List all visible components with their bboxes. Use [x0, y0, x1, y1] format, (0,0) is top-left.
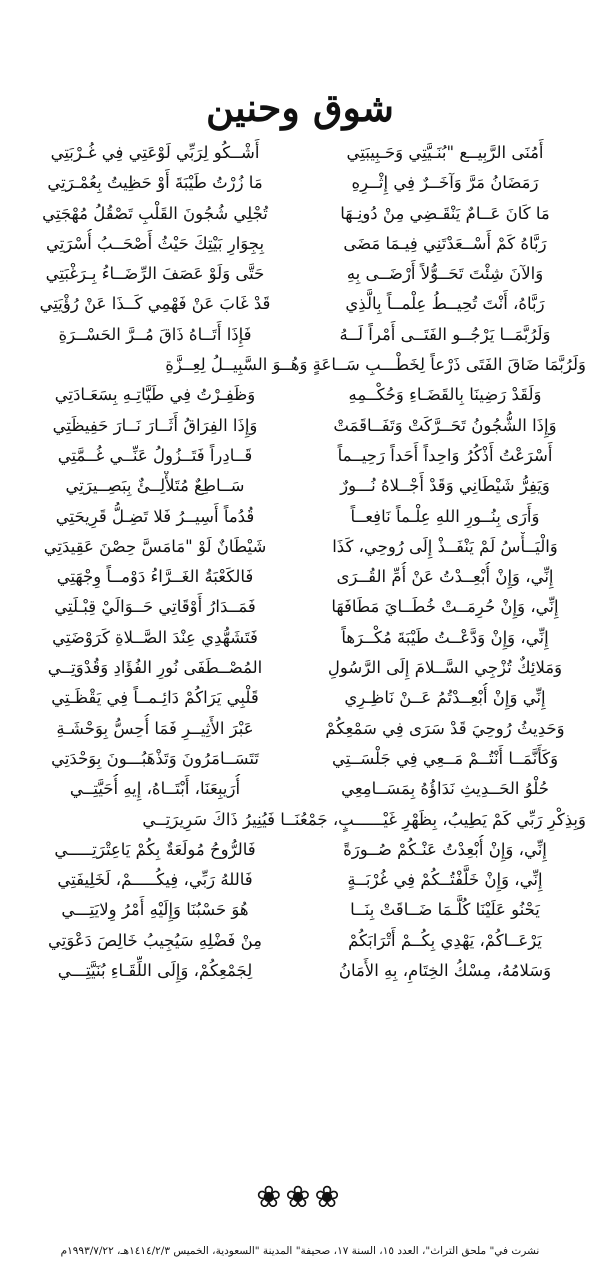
verse-full-line: وَلَرُبَّمَا ضَاقَ الفَتَى ذَرْعاً لِخَطْـــبِ سَــاعَةٍ وَهُــوَ السَّبِيــلُ لِعِــزَّةِ — [165, 355, 586, 375]
verse-second-hemistich: تَتَسَــامَرُونَ وَتَذْهَبُـــونَ بِوَحْدَتِي — [51, 748, 259, 768]
verse-first-hemistich: وَلَقَدْ رَضِينَا بِالقَضَـاءِ وَحُكْــمِهِ — [348, 385, 542, 405]
verse-line — [14, 956, 586, 986]
verse-line — [14, 138, 586, 168]
verse-second-hemistich: فَإِذَا أَتَــاهُ ذَاقَ مُــرَّ الحَسْــرَةِ — [58, 324, 252, 344]
verse-second-hemistich: حَتَّى وَلَوْ عَصَفَ الرِّضَــاءُ بِـرَغْبَتِي — [45, 264, 265, 284]
verse-line — [14, 229, 586, 259]
verse-line — [14, 865, 586, 895]
verse-first-hemistich: وَمَلائِكٌ تُزْجِي السَّــلامَ إِلَى الرَّسُولِ — [327, 658, 563, 678]
verse-second-hemistich: فَالرُّوحُ مُولَعَةٌ بِكُمْ يَاعِتْرَتِـــــي — [54, 839, 256, 859]
verse-second-hemistich: أُرَيبِعَنَا، أَبْتَــاهُ، إِيهِ أُحَيَّتِــي — [69, 779, 241, 799]
verse-second-hemistich: لِجَمْعِكُمْ، وَإِلَى اللِّقَـاءِ بُنَيَّتِـــي — [57, 961, 253, 981]
verse-first-hemistich: حُلْوُ الحَــدِيثِ نَدَاؤُهُ بِمَسَــامِعِي — [341, 779, 549, 799]
verse-second-hemistich: فَالكَعْبَةُ الغَــرَّاءُ دَوْمــاً وِجْهَتِي — [56, 567, 254, 587]
verse-line — [14, 744, 586, 774]
verse-line — [14, 411, 586, 441]
verse-line — [14, 441, 586, 471]
verse-first-hemistich: يَرْعَــاكُمْ، يَهْدِي بِكُــمْ أَتْرَابَكُمْ — [348, 930, 542, 950]
verse-first-hemistich: إِنِّي، وَإِنْ حُرِمَــتْ خُطَــايَ مَطَافَهَا — [331, 597, 559, 617]
verse-second-hemistich: مَا زُرْتُ طَيْبَةَ أَوْ حَظِيتُ بِعُمْـرَتِي — [47, 173, 263, 193]
verse-first-hemistich: وَالْيَــأْسُ لَمْ يَنْفَــذْ إِلَى رُوحِي، كَذَا — [332, 536, 558, 556]
verse-line — [14, 623, 586, 653]
verse-second-hemistich: قَدْ غَابَ عَنْ فَهْمِي كَــذَا عَنْ رُؤْيَتِي — [39, 294, 271, 314]
verse-first-hemistich: رَمَضَانُ مَرَّ وَآخَــرٌ فِي إِثْــرِهِ — [351, 173, 539, 193]
verse-line — [14, 532, 586, 562]
verse-line — [14, 683, 586, 713]
verse-second-hemistich: وَظَفِـرْتُ فِي طَيَّاتِـهِ بِسَعَـادَتِي — [54, 385, 256, 405]
verse-second-hemistich: هُوَ حَسْبُنَا وَإِلَيْهِ أَمْرُ وِلايَتِـــي — [61, 900, 249, 920]
verse-second-hemistich: قَــادِراً فَتَــزُولُ عَنِّــي غُــمَّتِي — [57, 445, 253, 465]
verse-first-hemistich: رَبَّاهُ، أَنْتَ تُحِيــطُ عِلْمــاً بِالَّذِي — [345, 294, 545, 314]
verse-second-hemistich: قُدُماً أَسِيــرُ فَلا تَضِـلُّ قَرِيحَتِي — [55, 506, 255, 526]
verse-first-hemistich: وَسَلامُهُ، مِسْكُ الخِتَامِ، بِهِ الأَمَانُ — [338, 961, 552, 981]
verse-second-hemistich: فَتَشَهُّدِي عِنْدَ الصَّــلاةِ كَرَوْضَتِي — [52, 627, 258, 647]
verse-line — [14, 835, 586, 865]
verse-second-hemistich: بِجِوَارِ بَيْتِكَ حَيْثُ أَصْحَــبُ أُسْرَتِي — [45, 233, 265, 253]
verse-first-hemistich: إِنِّي، وَإِنْ وَدَّعْــتُ طَيْبَةَ مُكْــرَهاً — [341, 627, 549, 647]
ornament-divider: ❀❀❀ — [256, 1180, 344, 1215]
verse-first-hemistich: وَحَدِيثُ رُوحِيَ قَدْ سَرَى فِي سَمْعِكُمْ — [325, 718, 565, 738]
verse-second-hemistich: فَمَــدَارُ أَوْقَاتِي حَــوَالَيْ قِبْـلَتِي — [54, 597, 256, 617]
verse-full-line: وَبِذِكْرِ رَبِّي كَمْ يَطِيبُ، بِظَهْرِ غَيْــــــبٍ، جَمْعُنَــا فَيُنِيرُ ذَاكَ سَرِيرَتِــي — [142, 809, 586, 829]
verse-first-hemistich: وَالآنَ شِئْتَ تَحَــوُّلاً أَرْضَــى بِهِ — [346, 264, 544, 284]
verse-first-hemistich: وَلَرُبَّمَــا يَرْجُــو الفَتَــى أَمْراً لَــهُ — [339, 324, 551, 344]
verse-line — [14, 926, 586, 956]
verse-line — [14, 562, 586, 592]
poem-verses — [14, 138, 586, 986]
verse-second-hemistich: قَلْبِي يَرَاكُمْ دَائِـمــاً فِي يَقْظَـتِي — [51, 688, 259, 708]
verse-line — [14, 895, 586, 925]
poem-title: شوق وحنين — [206, 85, 394, 130]
verse-line — [14, 592, 586, 622]
verse-line — [14, 350, 586, 380]
publication-footnote: نشرت في" ملحق التراث"، العدد ١٥، السنة ١٧، صحيفة" المدينة "السعودية، الخميس ١٤١٤/٢/٣هـ، ١٩٩٣/٧/٢٢م — [60, 1245, 540, 1257]
verse-first-hemistich: أَمُنَى الرَّبِيــع "بُنَـيَّتِي وَحَـبِيبَتِي — [346, 143, 544, 162]
verse-line — [14, 320, 586, 350]
verse-line — [14, 805, 586, 835]
verse-first-hemistich: يَحْنُو عَلَيْنَا كُلَّـمَا ضَــاقَتْ بِنَــا — [350, 900, 540, 920]
verse-first-hemistich: إِنِّي، وَإِنْ أُبْعِــدْتُ عَنْ أُمِّ القُــرَى — [336, 567, 554, 587]
verse-line — [14, 653, 586, 683]
verse-second-hemistich: المُصْــطَفَى نُورِ الفُؤَادِ وَقُدْوَتِــي — [47, 658, 263, 678]
verse-line — [14, 714, 586, 744]
verse-line — [14, 774, 586, 804]
verse-first-hemistich: رَبَّاهُ كَمْ أَسْــعَدْتَنِي فِيـمَا مَضَى — [343, 233, 547, 253]
verse-second-hemistich: أَشْــكُو لِرَبِّي لَوْعَتِي فِي غُـرْبَتِي — [50, 143, 260, 162]
verse-line — [14, 471, 586, 501]
verse-first-hemistich: مَا كَانَ عَــامٌ يَنْقَـضِي مِنْ دُونِـهَا — [340, 203, 550, 223]
verse-line — [14, 259, 586, 289]
verse-first-hemistich: أَسْرَعْتُ أَذْكُرُ وَاحِداً أَحَداً رَحِيــماً — [337, 445, 553, 465]
verse-first-hemistich: وَإِذَا الشُّجُونُ تَحَــرَّكَتْ وَتَفَــاقَمَتْ — [333, 415, 557, 435]
verse-second-hemistich: شَيْطَانٌ لَوْ "مَامَسَّ حِصْنَ عَقِيدَتِي — [43, 536, 267, 556]
verse-first-hemistich: إِنِّي، وَإِنْ خَلَّفْتُــكُمْ فِي غُرْبَــةٍ — [347, 870, 543, 890]
verse-first-hemistich: إِنِّي وَإِنْ أُبْعِــدْتُمُ عَــنْ نَاظِـرِي — [344, 688, 546, 708]
verse-first-hemistich: وَكَأَنَّمَــا أَنْتُــمْ مَــعِي فِي جَلْسَــتِي — [331, 748, 559, 768]
verse-second-hemistich: وَإِذَا الفِرَاقُ أَثَــارَ نَــارَ حَفِيظَتِي — [52, 415, 258, 435]
verse-second-hemistich: عَبْرَ الأَثِيــرِ فَمَا أُحِسُّ بِوَحْشَـةِ — [56, 718, 254, 738]
verse-first-hemistich: إِنِّي، وَإِنْ أُبْعِدْتُ عَنْـكُمْ صُــورَةً — [343, 839, 547, 859]
verse-second-hemistich: تُجْلِي شُجُونَ القَلْبِ تَصْقُلُ مُهْجَتِي — [42, 203, 268, 223]
verse-line — [14, 199, 586, 229]
verse-first-hemistich: وَيَفِرُّ شَيْطَانِي وَقَدْ أَجْــلاهُ نُـــورٌ — [340, 476, 550, 496]
verse-line — [14, 168, 586, 198]
verse-line — [14, 289, 586, 319]
verse-second-hemistich: مِنْ فَضْلِهِ سَيُجِيبُ خَالِصَ دَعْوَتِي — [47, 930, 263, 950]
verse-line — [14, 502, 586, 532]
verse-second-hemistich: فَاللهُ رَبِّي، فِيكُـــــمْ، لَخَلِيفَتِي — [57, 870, 253, 890]
verse-second-hemistich: سَــاطِعٌ مُتَلأْلِــئٌ بِبَصِــيرَتِي — [65, 476, 245, 496]
verse-line — [14, 380, 586, 410]
verse-first-hemistich: وَأَرَى بِنُــورِ اللهِ عِلْـماً نَافِعــاً — [350, 506, 540, 526]
